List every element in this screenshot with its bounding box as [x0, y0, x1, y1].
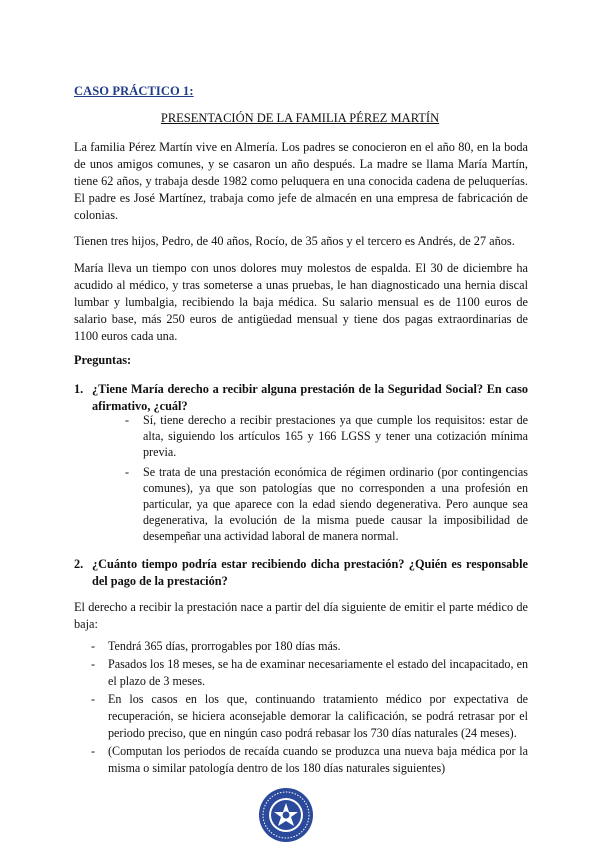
list-item	[91, 691, 528, 742]
list-item	[91, 656, 528, 690]
question-1-number: 1.	[74, 382, 84, 396]
question-1-text: ¿Tiene María derecho a recibir alguna prestación de la Seguridad Social? En caso afirmativo, ¿cuál?	[92, 382, 528, 413]
list-item	[91, 743, 528, 777]
case-heading: CASO PRÁCTICO 1:	[74, 84, 194, 98]
bullet-dash: -	[91, 639, 96, 653]
case-subtitle: PRESENTACIÓN DE LA FAMILIA PÉREZ MARTÍN	[160, 111, 440, 125]
question-1-answers	[125, 412, 528, 544]
list-item	[125, 412, 528, 460]
list-item	[91, 638, 528, 655]
answer-text: (Computan los periodos de recaída cuando se produzca una nueva baja médica por la misma o similar patología dentro de los 180 días naturales siguientes)	[108, 744, 528, 775]
list-item	[125, 464, 528, 544]
bullet-dash: -	[125, 465, 130, 479]
bullet-dash: -	[91, 657, 96, 671]
question-2-answers	[91, 638, 528, 777]
question-2-number: 2.	[74, 557, 84, 571]
university-seal-icon	[258, 787, 314, 843]
intro-paragraph-1: La familia Pérez Martín vive en Almería. Los padres se conocieron en el año 80, en la boda de unos amigos comunes, y se casaron un año después. La madre se llama María Martín, tiene 62 años, y trabaja desde 1982 como peluquera en una conocida cadena de peluquerías. El padre es José Martínez, trabaja como jefe de almacén en una empresa de fabricación de colonias.	[74, 140, 528, 222]
intro-paragraph-3: María lleva un tiempo con unos dolores muy molestos de espalda. El 30 de diciembre ha acudido al médico, y tras someterse a unas pruebas, le han diagnosticado una hernia discal lumbar y lumbalgia, recibiendo la baja médica. Su salario mensual es de 1100 euros de salario base, más 250 euros de antigüedad mensual y tiene dos pagas extraordinarias de 1100 euros cada una.	[74, 261, 528, 343]
question-2-text: ¿Cuánto tiempo podría estar recibiendo dicha prestación? ¿Quién es responsable del pago de la prestación?	[92, 557, 528, 588]
question-2-intro: El derecho a recibir la prestación nace a partir del día siguiente de emitir el parte médico de baja:	[74, 600, 528, 631]
intro-paragraph-2: Tienen tres hijos, Pedro, de 40 años, Rocío, de 35 años y el tercero es Andrés, de 27 años.	[74, 234, 515, 248]
questions-label: Preguntas:	[74, 353, 132, 367]
answer-text: Sí, tiene derecho a recibir prestaciones ya que cumple los requisitos: estar de alta, siguiendo los artículos 165 y 166 LGSS y tener una cotización mínima previa.	[143, 413, 528, 459]
answer-text: Pasados los 18 meses, se ha de examinar necesariamente el estado del incapacitado, en el plazo de 3 meses.	[108, 657, 528, 688]
bullet-dash: -	[91, 744, 96, 758]
bullet-dash: -	[125, 413, 130, 427]
answer-text: Se trata de una prestación económica de régimen ordinario (por contingencias comunes), ya que son patologías que no corresponden a una profesión en particular, ya que aparece con la edad siendo degenerativa. Pero aunque sea degenerativa, la evolución de la misma puede causar la imposibilidad de desempeñar una actividad laboral de manera normal.	[143, 465, 528, 543]
bullet-dash: -	[91, 692, 96, 706]
answer-text: En los casos en los que, continuando tratamiento médico por expectativa de recuperación, se hiciera aconsejable demorar la calificación, se podrá retrasar por el periodo preciso, que en ningún caso podrá rebasar los 730 días naturales (24 meses).	[108, 692, 528, 740]
question-1	[74, 381, 528, 415]
question-2	[74, 556, 528, 590]
answer-text: Tendrá 365 días, prorrogables por 180 días más.	[108, 639, 341, 653]
